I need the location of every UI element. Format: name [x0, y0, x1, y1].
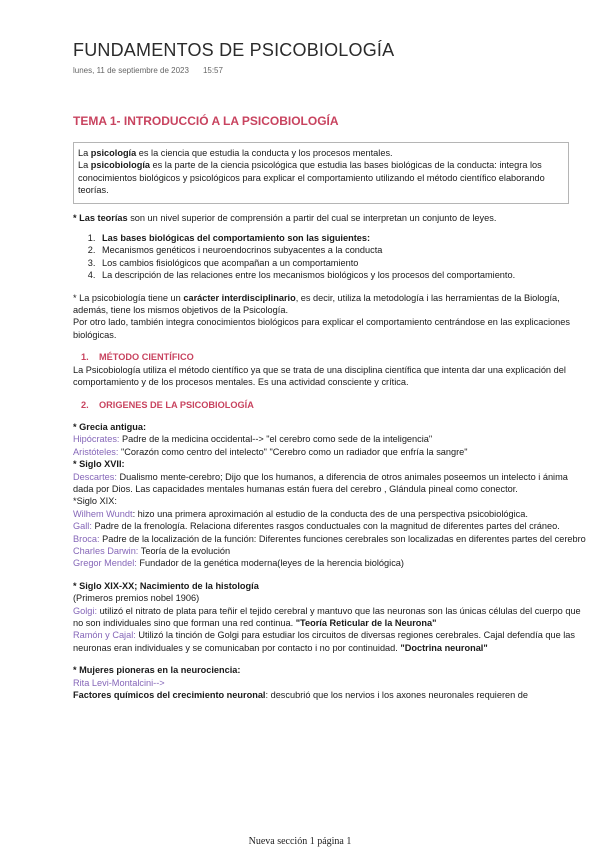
integra-paragraph: Por otro lado, también integra conocimientos biológicos para explicar el comportamiento centrándose en las explicaciones biológicas. — [73, 317, 570, 340]
date-text: lunes, 11 de septiembre de 2023 — [73, 66, 189, 75]
list-item: 2. Mecanismos genéticos i neuroendocrinos subyacentes a la conducta — [98, 244, 589, 256]
section-heading-metodo: 1. MÉTODO CIENTÍFICO — [81, 352, 194, 363]
teorias-paragraph: * Las teorías son un nivel superior de comprensión a partir del cual se interpretan un conjunto de leyes. — [73, 212, 497, 223]
mujeres-heading: * Mujeres pioneras en la neurociencia: — [73, 665, 241, 676]
page-title: FUNDAMENTOS DE PSICOBIOLOGÍA — [73, 40, 395, 60]
wundt-line: Wilhem Wundt: hizo una primera aproximación al estudio de la conducta des de una perspectiva psicobiológica. — [73, 508, 528, 519]
metodo-paragraph: La Psicobiología utiliza el método científico ya que se trata de una disciplina científica que intenta dar una explicación del comportamiento y de los procesos mentales. Es una actividad consciente y crítica. — [73, 364, 566, 388]
tema-heading: TEMA 1- INTRODUCCIÓ A LA PSICOBIOLOGÍA — [73, 114, 339, 128]
darwin-line: Charles Darwin: Teoría de la evolución — [73, 545, 231, 556]
broca-line: Broca: Padre de la localización de la función: Diferentes funciones cerebrales son localizadas en diferentes partes del cerebro — [73, 533, 586, 544]
time-text: 15:57 — [202, 66, 223, 75]
definition-box — [73, 142, 569, 204]
list-item: 3. Los cambios fisiológicos que acompañan a un comportamiento — [98, 257, 589, 269]
section-heading-origenes: 2. ORIGENES DE LA PSICOBIOLOGÍA — [81, 399, 254, 410]
bases-list — [73, 232, 589, 282]
golgi-line: Golgi: utilizó el nitrato de plata para teñir el tejido cerebral y mantuvo que las neuronas son las únicas células del cuerpo que no son individuales sino que forman una red continua. "Teoría Reticular de la Neurona" — [73, 605, 581, 628]
factores-line: Factores químicos del crecimiento neuronal: descubrió que los nervios i los axones neuronales requieren de — [73, 690, 529, 701]
page-footer: Nueva sección 1 página 1 — [248, 836, 352, 847]
list-item: 4. La descripción de las relaciones entre los mecanismos biológicos y los procesos del comportamiento. — [98, 269, 589, 281]
gall-line: Gall: Padre de la frenología. Relaciona diferentes rasgos conductuales con la magnitud de diferentes partes del cráneo. — [73, 521, 560, 532]
cajal-line: Ramón y Cajal: Utilizó la tinción de Golgi para estudiar los circuitos de diversas regiones cerebrales. Cajal defendía que las neuronas eran individuales y se comunicaban por contacto i no por continuidad. "Doctrina neuronal" — [73, 630, 576, 653]
levi-montalcini-line: Rita Levi-Montalcini--> — [73, 677, 165, 688]
hipocrates-line: Hipócrates: Padre de la medicina occidental--> "el cerebro como sede de la inteligencia" — [73, 434, 433, 445]
mendel-line: Gregor Mendel: Fundador de la genética moderna(leyes de la herencia biológica) — [73, 558, 404, 569]
date-time-line — [73, 66, 223, 75]
def-psicobiologia: La psicobiología es la parte de la ciencia psicológica que estudia las bases biológicas de la conducta: integra los conocimientos biológicos y psicológicos para explicar el comportamiento utilizando el método científico elaborando teorías. — [78, 160, 545, 196]
siglo-xix-heading: *Siglo XIX: — [73, 496, 117, 507]
aristoteles-line: Aristóteles: "Corazón como centro del intelecto" "Cerebro como un radiador que enfría la sangre" — [73, 446, 468, 457]
histologia-heading: * Siglo XIX-XX; Nacimiento de la histología — [73, 580, 259, 591]
list-item: 1. Las bases biológicas del comportamiento son las siguientes: — [98, 232, 589, 244]
descartes-line: Descartes: Dualismo mente-cerebro; Dijo que los humanos, a diferencia de otros animales poseemos un intelecto i ánima dada por Dios. Las capacidades mentales humanas están fuera del cerebro , Glándula pineal como conector. — [73, 471, 568, 494]
interdisciplinario-paragraph: * La psicobiología tiene un carácter interdisciplinario, es decir, utiliza la metodología i las herramientas de la Biología, además, tiene los mismos objetivos de la Psicología. — [73, 292, 560, 316]
grecia-heading: * Grecia antigua: — [73, 421, 147, 432]
nobel-line: (Primeros premios nobel 1906) — [73, 593, 200, 604]
note-content — [73, 142, 589, 701]
siglo-xvii-heading: * Siglo XVII: — [73, 459, 125, 470]
def-psicologia: La psicología es la ciencia que estudia la conducta y los procesos mentales. — [78, 148, 393, 158]
